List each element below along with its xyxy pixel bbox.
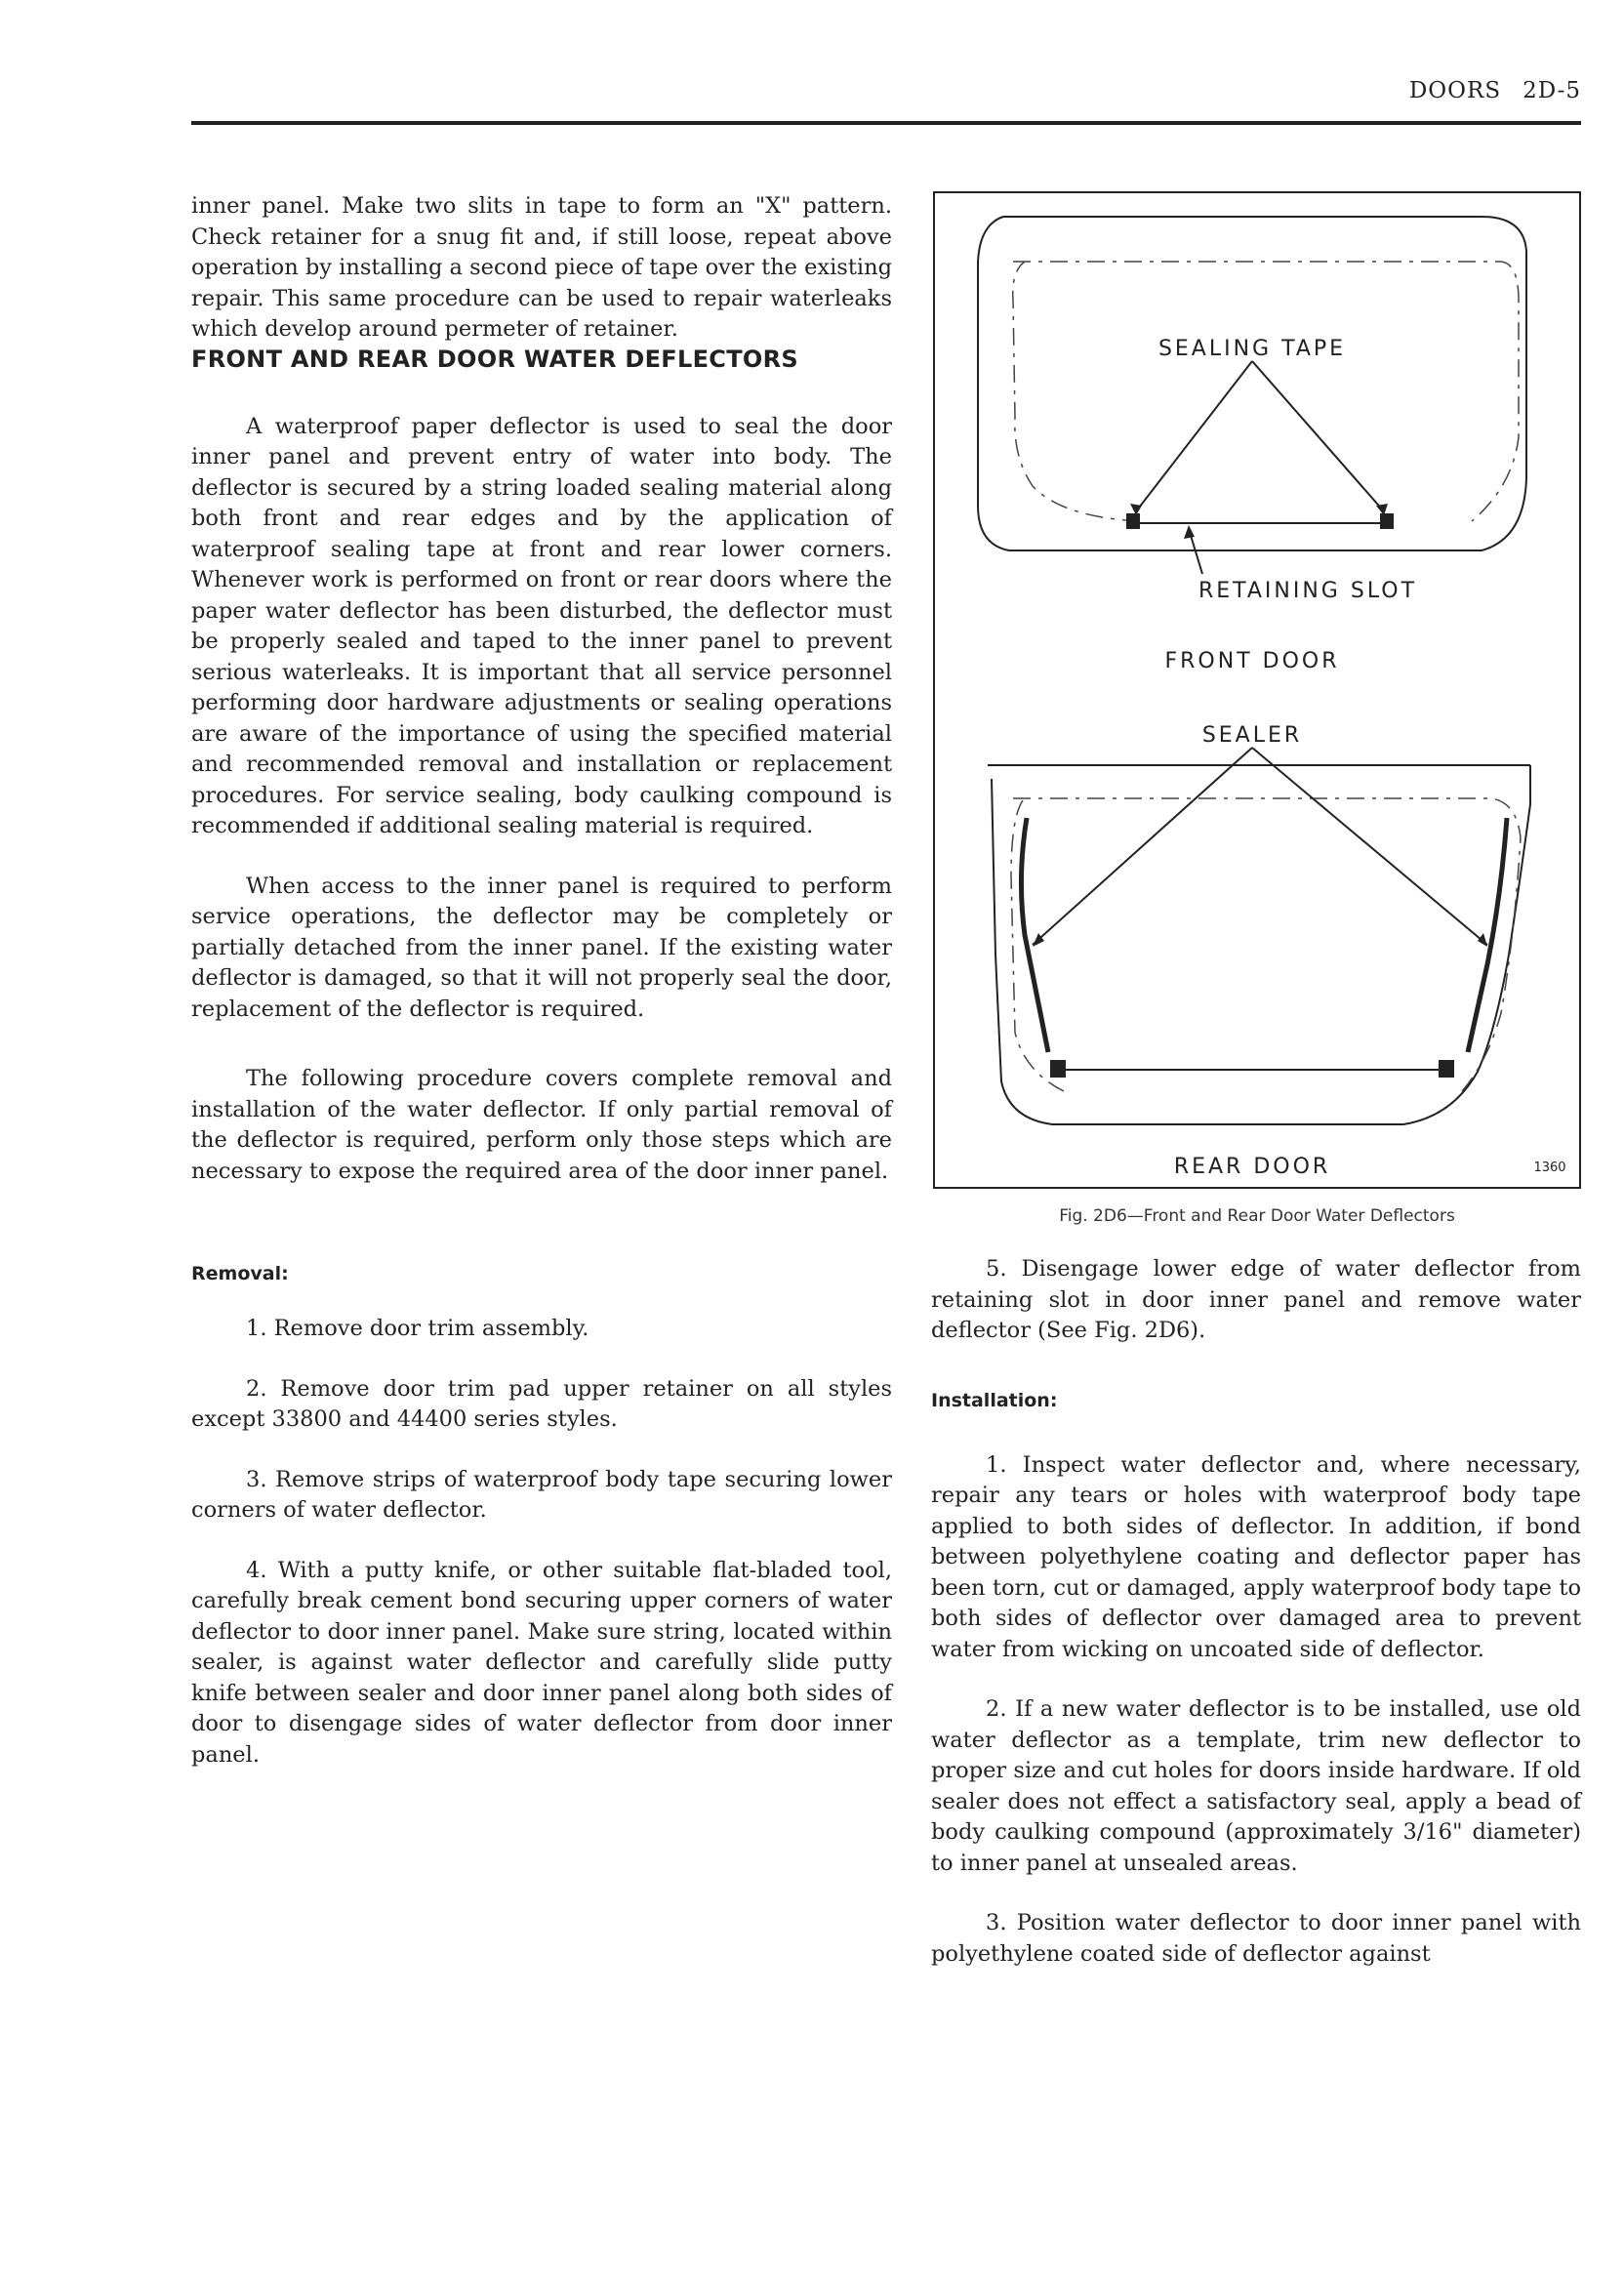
continued-paragraph: inner panel. Make two slits in tape to form an "X" pattern. Check retainer for a snug fit and, if still loose, repeat above operation by installing a second piece of tape over the existing repair. This same procedure can be used to repair waterleaks which develop around permeter of retainer. (191, 193, 892, 342)
sealer-strip-right (1468, 818, 1507, 1052)
removal-heading: Removal: (191, 1263, 289, 1284)
sealing-tape-mark-right (1380, 513, 1394, 529)
installation-step: 3. Position water deflector to door inner panel with polyethylene coated side of deflector against (931, 1910, 1581, 1967)
figure-caption: Fig. 2D6—Front and Rear Door Water Deflectors (1059, 1206, 1455, 1226)
sealer-leader-left (1033, 748, 1252, 945)
label-retaining-slot: RETAINING SLOT (1198, 579, 1418, 603)
sealing-tape-mark-left (1126, 513, 1140, 529)
arrow-head (1478, 933, 1487, 947)
arrow-head (1184, 525, 1195, 539)
sealer-leader-right (1252, 748, 1487, 945)
paragraph-1: A waterproof paper deflector is used to seal the door inner panel and prevent entry of water into body. The deflector is secured by a string loaded sealing material along both front and rear edges and by the application of waterproof sealing tape at front and rear lower corners. Whenever work is performed on front or rear doors where the paper water deflector has been disturbed, the deflector must be properly sealed and taped to the inner panel to prevent serious waterleaks. It is important that all service personnel performing door hardware adjustments or sealing operations are aware of the importance of using the specified material and recommended removal and installation or replacement procedures. For service sealing, body caulking compound is recommended if additional sealing material is required. (191, 413, 892, 838)
header-title: DOORS (1408, 78, 1502, 103)
header-text (1409, 78, 1581, 103)
front-deflector-outline (1013, 262, 1519, 521)
sealing-tape-leader-right (1252, 361, 1384, 511)
front-door-outline (978, 217, 1526, 550)
rear-deflector-outline (1011, 798, 1521, 1091)
left-column (191, 191, 892, 1771)
sealing-tape-leader-left (1136, 361, 1252, 511)
installation-step: 1. Inspect water deflector and, where necessary, repair any tears or holes with waterproof body tape applied to both sides of deflector. In addition, if bond between polyethylene coating and deflector paper has been torn, cut or damaged, apply waterproof body tape to both sides of deflector over damaged area to prevent water from wicking on uncoated side of deflector. (931, 1451, 1581, 1662)
installation-step: 2. If a new water deflector is to be installed, use old water deflector as a template, trim new deflector to proper size and cut holes for doors inside hardware. If old sealer does not effect a satisfactory seal, apply a bead of body caulking compound (approximately 3/16" diameter) to inner panel at unsealed areas. (931, 1696, 1581, 1876)
figure-door-deflectors (933, 191, 1581, 1189)
installation-heading: Installation: (931, 1389, 1058, 1411)
label-rear-door: REAR DOOR (1173, 1155, 1331, 1179)
deflector-diagram (935, 193, 1583, 1191)
removal-step-5: 5. Disengage lower edge of water deflector from retaining slot in door inner panel and remove water deflector (See Fig. 2D6). (931, 1256, 1581, 1343)
rear-tape-mark-left (1050, 1060, 1066, 1078)
header-section: 2D-5 (1522, 78, 1581, 103)
paragraph-2: When access to the inner panel is required to perform service operations, the deflector may be completely or partially detached from the inner panel. If the existing water deflector is damaged, so that it will not properly seal the door, replacement of the deflector is required. (191, 873, 892, 1022)
figure-number: 1360 (1533, 1160, 1566, 1175)
section-heading: FRONT AND REAR DOOR WATER DEFLECTORS (191, 345, 798, 373)
removal-step: 4. With a putty knife, or other suitable flat-bladed tool, carefully break cement bond securing upper corners of water deflector to door inner panel. Make sure string, located within sealer, is against water deflector and carefully slide putty knife between sealer and door inner panel along both sides of door to disengage sides of water deflector from door inner panel. (191, 1557, 892, 1768)
label-front-door: FRONT DOOR (1164, 649, 1340, 673)
removal-step: 1. Remove door trim assembly. (246, 1316, 589, 1341)
removal-step: 3. Remove strips of waterproof body tape securing lower corners of water deflector. (191, 1466, 892, 1523)
removal-step: 2. Remove door trim pad upper retainer on all styles except 33800 and 44400 series styles. (191, 1375, 892, 1432)
page-header (191, 70, 1581, 125)
right-column (931, 1254, 1581, 1970)
rear-tape-mark-right (1439, 1060, 1454, 1078)
paragraph-3: The following procedure covers complete removal and installation of the water deflector. If only partial removal of the deflector is required, perform only those steps which are necessary to expose the required area of the door inner panel. (191, 1066, 892, 1184)
label-sealer: SEALER (1201, 723, 1303, 748)
label-sealing-tape: SEALING TAPE (1157, 337, 1347, 361)
